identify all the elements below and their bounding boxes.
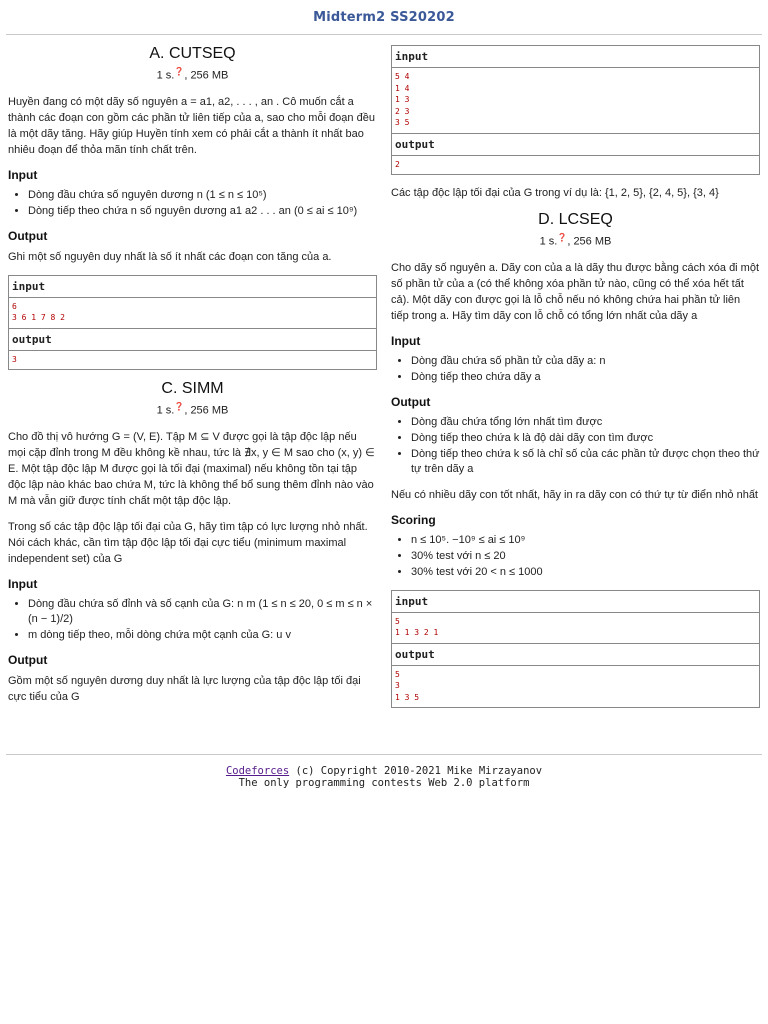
problem-c-statement-2: Trong số các tập độc lập tối đại của G, hãy tìm tập có lực lượng nhỏ nhất. Nói cách khác, cần tìm tập độc lập tối đại cực tiểu (minimum maximal independent set) của G	[8, 520, 368, 565]
sample-input-label: input	[392, 591, 759, 613]
problem-c-output-title: Output	[8, 652, 48, 667]
page-title: Midterm2 SS20202	[313, 9, 455, 25]
problem-d-sample	[391, 590, 760, 709]
problem-d-scoring-title: Scoring	[391, 512, 436, 527]
problem-a-title: A. CUTSEQ	[149, 45, 236, 62]
page-header	[6, 0, 762, 35]
list-item: • 30% test với 20 < n ≤ 1000	[411, 565, 760, 580]
problem-d-limits: 1 s.❓, 256 MB	[539, 233, 612, 248]
sample-input[interactable]: 6 3 6 1 7 8 2	[12, 301, 65, 323]
sample-input[interactable]: 5 1 1 3 2 1	[395, 616, 439, 638]
problem-c-statement-1: Cho đồ thị vô hướng G = (V, E). Tập M ⊆ V được gọi là tập độc lập nếu mọi cặp đỉnh trong M đều không kề nhau, tức là ∄x, y ∈ M sao cho (x, y) ∈ E. Một tập độc lập M được gọi là tối đại (maximal) nếu không tồn tại tập độc lập nào khác bao chứa M, tức là không thể bổ sung thêm đỉnh nào vào M mà vẫn giữ được tính chất một tập độc lập.	[8, 430, 375, 507]
problem-c-limits: 1 s.❓, 256 MB	[156, 402, 229, 417]
problem-d-output-list	[391, 415, 760, 477]
footer-tagline: The only programming contests Web 2.0 platform	[238, 777, 530, 790]
problem-c-input-title: Input	[8, 576, 38, 591]
list-item: • Dòng đầu chứa số phần tử của dãy a: n	[411, 354, 760, 369]
sample-output-label: output	[392, 643, 759, 666]
problem-a-output-text: Ghi một số nguyên duy nhất là số ít nhất các đoạn con tăng của a.	[8, 250, 332, 263]
problem-c-sample	[391, 45, 760, 175]
problem-c-output-text: Gồm một số nguyên dương duy nhất là lực lượng của tập độc lập tối đại cực tiểu của G	[8, 674, 361, 703]
problem-a-input-list	[8, 188, 377, 219]
problem-d-output-title: Output	[391, 394, 431, 409]
problem-a-limits: 1 s.❓, 256 MB	[156, 67, 229, 82]
codeforces-link[interactable]: Codeforces	[225, 765, 290, 778]
help-icon[interactable]: ❓	[174, 67, 185, 76]
problem-d-title: D. LCSEQ	[538, 211, 613, 228]
problem-a-statement: Huyền đang có một dãy số nguyên a = a1, a2, . . . , an . Cô muốn cắt a thành các đoạn con gồm các phần tử liên tiếp của a, sao cho mỗi đoạn đều là một dãy tăng. Hãy giúp Huyền tính xem có phải cắt a thành ít nhất bao nhiêu đoạn để thỏa mãn tính chất trên.	[8, 95, 375, 156]
problem-d-input-title: Input	[391, 333, 421, 348]
left-column	[8, 35, 377, 718]
sample-input-label: input	[9, 276, 376, 298]
sample-output[interactable]: 2	[395, 159, 400, 169]
problem-d-scoring-list	[391, 533, 760, 580]
problem-c-input-list	[8, 597, 377, 643]
problem-d	[391, 211, 760, 708]
list-item: • 30% test với n ≤ 20	[411, 549, 760, 564]
problem-a-sample	[8, 275, 377, 371]
help-icon[interactable]: ❓	[557, 233, 568, 242]
sample-input[interactable]: 5 4 1 4 1 3 2 3 3 5	[395, 72, 410, 127]
page-footer	[6, 754, 762, 789]
problem-a-output-title: Output	[8, 228, 48, 243]
sample-output[interactable]: 3	[12, 354, 17, 364]
sample-output-label: output	[392, 133, 759, 156]
problem-c-note: Các tập độc lập tối đại của G trong ví dụ là: {1, 2, 5}, {2, 4, 5}, {3, 4}	[391, 187, 719, 199]
list-item: • Dòng tiếp theo chứa n số nguyên dương a1 a2 . . . an (0 ≤ ai ≤ 10⁹)	[28, 204, 377, 219]
problem-d-input-list	[391, 354, 760, 385]
list-item: • Dòng đầu chứa số nguyên dương n (1 ≤ n ≤ 10⁵)	[28, 188, 377, 203]
problem-c-title: C. SIMM	[161, 380, 224, 398]
list-item: • Dòng tiếp theo chứa dãy a	[411, 370, 760, 385]
list-item: • n ≤ 10⁵. −10⁹ ≤ ai ≤ 10⁹	[411, 533, 760, 548]
list-item: • Dòng tiếp theo chứa k số là chỉ số của các phần tử được chọn theo thứ tự trên dãy a	[411, 447, 760, 477]
right-column	[391, 35, 760, 718]
sample-output-label: output	[9, 328, 376, 351]
problem-a-input-title: Input	[8, 167, 38, 182]
problem-c	[8, 380, 377, 705]
list-item: • Dòng tiếp theo chứa k là độ dài dãy con tìm được	[411, 431, 760, 446]
problem-a	[8, 45, 377, 370]
footer-copyright-line: Codeforces (c) Copyright 2010-2021 Mike Mirzayanov	[225, 765, 543, 778]
list-item: • Dòng đầu chứa tổng lớn nhất tìm được	[411, 415, 760, 430]
sample-output[interactable]: 5 3 1 3 5	[395, 669, 420, 702]
sample-input-label: input	[392, 46, 759, 68]
help-icon[interactable]: ❓	[174, 402, 185, 412]
problem-columns	[0, 35, 768, 718]
list-item: • m dòng tiếp theo, mỗi dòng chứa một cạnh của G: u v	[28, 628, 377, 643]
problem-d-note: Nếu có nhiều dãy con tốt nhất, hãy in ra dãy con có thứ tự từ điển nhỏ nhất	[391, 488, 758, 501]
problem-d-statement: Cho dãy số nguyên a. Dãy con của a là dãy thu được bằng cách xóa đi một số phần tử của a (có thể không xóa phần tử nào, cũng có thể xóa hết tất cả). Một dãy con được gọi là lỗ chỗ nếu nó không chứa hai phần tử liên tiếp trong a. Hãy tìm dãy con lỗ chỗ có tổng lớn nhất của dãy a	[391, 261, 760, 322]
list-item: • Dòng đầu chứa số đỉnh và số cạnh của G: n m (1 ≤ n ≤ 20, 0 ≤ m ≤ n × (n − 1)/2)	[28, 597, 377, 627]
